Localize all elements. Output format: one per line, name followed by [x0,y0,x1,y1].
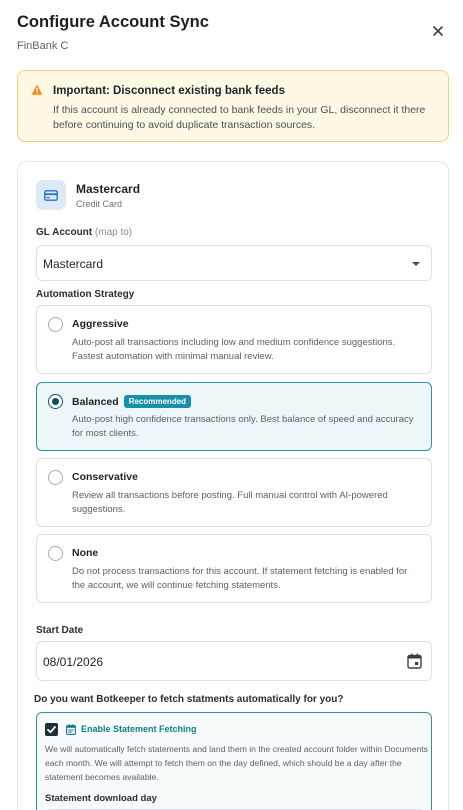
option-description: Do not process transactions for this account. If statement fetching is enabled for the account, we will continue fetching statements. [72,566,408,591]
calendar-icon [66,724,76,735]
option-title-text: Balanced [72,396,119,408]
option-title-text: Conservative [72,471,138,483]
enable-fetching-label[interactable]: Enable Statement Fetching [81,724,197,734]
gl-account-select[interactable] [36,245,432,281]
gl-account-hint: (map to) [94,227,133,238]
start-date-label: Start Date [36,625,84,636]
fetching-description: We will automatically fetch statements and land them in the created account folder within Documents each month. We will attempt to fetch them on the day defined, which should be a day after the statement becomes available. [45,744,428,782]
automation-strategy-label: Automation Strategy [36,289,135,300]
dialog-subtitle: FinBank C [17,40,69,52]
strategy-option-conservative[interactable] [36,458,432,527]
credit-card-icon [44,190,58,201]
option-title [72,318,129,331]
calendar-icon[interactable] [407,653,422,669]
option-title [72,395,191,409]
enable-fetching-checkbox[interactable] [45,723,58,736]
account-name: Mastercard [76,182,141,196]
option-description: Auto-post high confidence transactions only. Best balance of speed and accuracy for most clients. [72,414,414,439]
radio-none[interactable] [48,546,63,561]
gl-account-selected-value: Mastercard [43,257,104,271]
close-icon [431,24,445,38]
warning-icon [31,84,43,96]
alert-text: If this account is already connected to bank feeds in your GL, disconnect it there before continuing to avoid duplicate transaction sources. [53,104,426,131]
alert-title: Important: Disconnect existing bank feeds [53,85,285,97]
strategy-option-aggressive[interactable] [36,305,432,374]
recommended-badge: Recommended [124,395,191,408]
download-day-label: Statement download day [45,793,157,804]
radio-conservative[interactable] [48,470,63,485]
gl-account-label [36,227,132,238]
dialog-title: Configure Account Sync [17,13,209,31]
option-description: Auto-post all transactions including low and medium confidence suggestions. Fastest automation with minimal manual review. [72,337,396,362]
start-date-input[interactable] [36,641,432,681]
option-title-text: Aggressive [72,318,129,330]
fetch-question-label: Do you want Botkeeper to fetch statments automatically for you? [34,694,344,705]
option-description: Review all transactions before posting. Full manual control with AI-powered suggestions. [72,490,388,515]
radio-balanced[interactable] [48,394,63,409]
account-type: Credit Card [76,199,123,209]
option-title [72,471,138,484]
strategy-option-balanced[interactable] [36,382,432,451]
start-date-value: 08/01/2026 [43,655,104,669]
disconnect-warning-alert [17,70,449,142]
dialog-header [17,12,446,57]
gl-account-label-text: GL Account [36,227,93,238]
account-icon-tile [36,180,66,210]
radio-aggressive[interactable] [48,317,63,332]
close-button[interactable] [431,24,445,38]
statement-fetching-panel [36,712,432,810]
account-config-card [17,161,449,810]
checkmark-icon [45,723,58,736]
strategy-option-none[interactable] [36,534,432,603]
option-title [72,547,98,560]
option-title-text: None [72,547,99,559]
caret-down-icon [412,262,420,266]
